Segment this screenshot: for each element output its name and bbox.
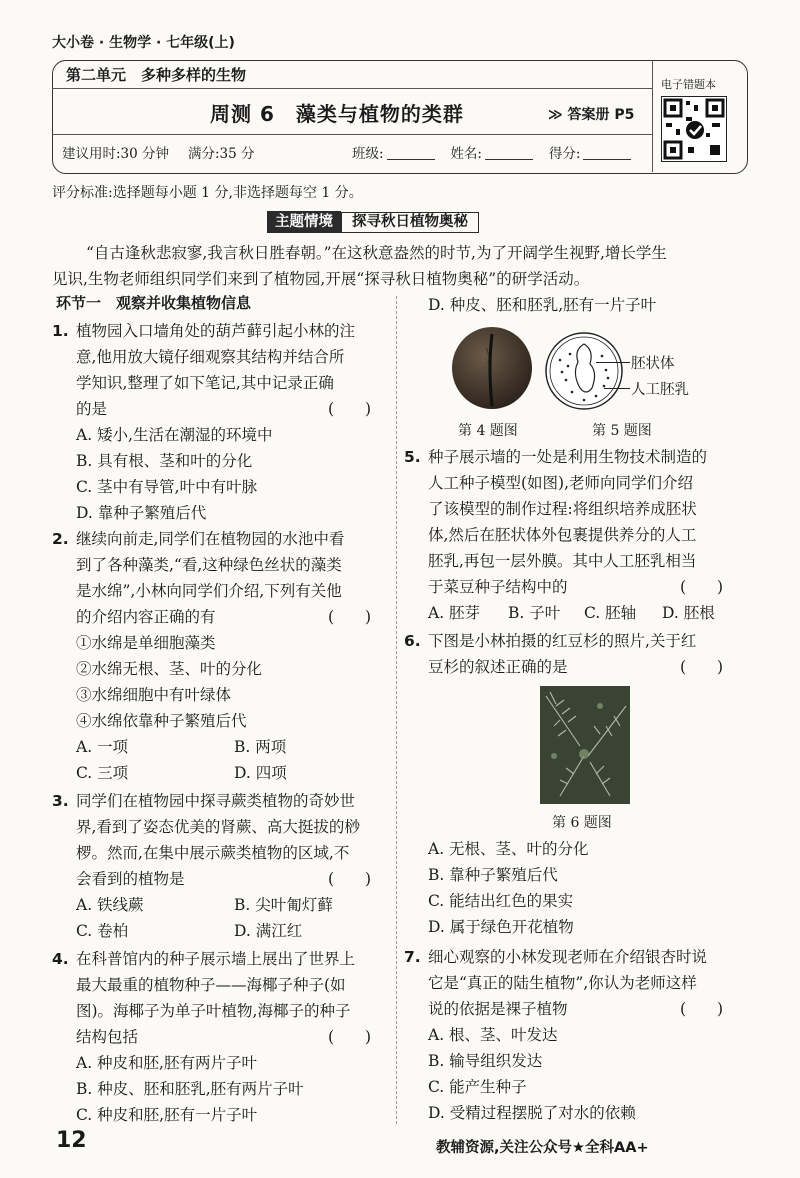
q3-line-1: 同学们在植物园中探寻蕨类植物的奇妙世 xyxy=(76,792,356,810)
q2-line-4: 的介绍内容正确的有 xyxy=(76,608,216,626)
q5-option-b[interactable]: B. 子叶 xyxy=(508,604,561,622)
qr-code-icon[interactable] xyxy=(661,96,727,162)
test-title: 周测 6 藻类与植物的类群 xyxy=(210,102,464,126)
q5-line-4: 体,然后在胚状体外包裹提供养分的人工 xyxy=(428,526,697,544)
q1-line-4: 的是 xyxy=(76,400,108,418)
header-divider-2 xyxy=(52,134,652,135)
intro-line-2: 见识,生物老师组织同学们来到了植物园,开展“探寻秋日植物奥秘”的研学活动。 xyxy=(52,270,590,288)
coco-de-mer-seed-image xyxy=(450,324,534,410)
score-label: 得分: xyxy=(548,146,581,162)
q3-answer-bracket[interactable]: ( ) xyxy=(328,870,372,888)
q2-option-d[interactable]: D. 四项 xyxy=(234,764,287,782)
class-label: 班级: xyxy=(352,146,384,162)
q5-option-a[interactable]: A. 胚芽 xyxy=(428,604,481,622)
score-field[interactable] xyxy=(583,145,631,160)
theme-tag: 主题情境 xyxy=(267,211,341,233)
q6-line-2: 豆杉的叙述正确的是 xyxy=(428,658,568,676)
theme-banner xyxy=(267,211,479,233)
q6-option-d[interactable]: D. 属于绿色开花植物 xyxy=(428,918,574,936)
q7-line-1: 细心观察的小林发现老师在介绍银杏时说 xyxy=(428,948,708,966)
q5-option-d[interactable]: D. 胚根 xyxy=(662,604,715,622)
q4-answer-bracket[interactable]: ( ) xyxy=(328,1028,372,1046)
figure-6-caption: 第 6 题图 xyxy=(552,815,612,831)
column-divider xyxy=(396,296,397,1124)
q4-line-3: 图)。海椰子为单子叶植物,海椰子的种子 xyxy=(76,1002,351,1020)
page-number: 12 xyxy=(56,1128,87,1153)
header-divider xyxy=(52,88,652,89)
artificial-endosperm-label: 人工胚乳 xyxy=(631,382,689,398)
q4-number: 4. xyxy=(52,950,69,968)
footer-note: 教辅资源,关注公众号★全科AA+ xyxy=(436,1140,649,1156)
q5-line-1: 种子展示墙的一处是利用生物技术制造的 xyxy=(428,448,708,466)
q6-answer-bracket[interactable]: ( ) xyxy=(680,658,724,676)
q1-line-1: 植物园入口墙角处的葫芦藓引起小林的注 xyxy=(76,322,356,340)
info-fields xyxy=(352,142,634,162)
intro-line-1: “自古逢秋悲寂寥,我言秋日胜春朝。”在这秋意盎然的时节,为了开阔学生视野,增长学生 xyxy=(86,244,667,262)
q2-option-b[interactable]: B. 两项 xyxy=(234,738,287,756)
figure-4-caption: 第 4 题图 xyxy=(458,423,518,439)
name-label: 姓名: xyxy=(450,146,482,162)
q5-option-c[interactable]: C. 胚轴 xyxy=(584,604,637,622)
yew-photo-image xyxy=(540,686,630,804)
suggested-time: 建议用时:30 分钟 xyxy=(62,146,170,162)
q3-option-a[interactable]: A. 铁线蕨 xyxy=(76,896,144,914)
q5-line-5: 胚乳,再包一层外膜。其中人工胚乳相当 xyxy=(428,552,697,570)
q2-item-3: ③水绵细胞中有叶绿体 xyxy=(76,686,232,704)
q4-option-a[interactable]: A. 种皮和胚,胚有两片子叶 xyxy=(76,1054,257,1072)
q7-answer-bracket[interactable]: ( ) xyxy=(680,1000,724,1018)
q7-option-c[interactable]: C. 能产生种子 xyxy=(428,1078,527,1096)
q4-option-c[interactable]: C. 种皮和胚,胚有一片子叶 xyxy=(76,1106,258,1124)
q4-option-b[interactable]: B. 种皮、胚和胚乳,胚有两片子叶 xyxy=(76,1080,304,1098)
q7-line-2: 它是“真正的陆生植物”,你认为老师这样 xyxy=(428,974,697,992)
section-title-1: 环节一 观察并收集植物信息 xyxy=(56,294,252,312)
q7-option-a[interactable]: A. 根、茎、叶发达 xyxy=(428,1026,558,1044)
q1-line-2: 意,他用放大镜仔细观察其结构并结合所 xyxy=(76,348,345,366)
q4-option-d[interactable]: D. 种皮、胚和胚乳,胚有一片子叶 xyxy=(428,296,657,314)
q5-line-3: 了该模型的制作过程:将组织培养成胚状 xyxy=(428,500,697,518)
q3-line-4: 会看到的植物是 xyxy=(76,870,185,888)
class-field[interactable] xyxy=(387,145,435,160)
qr-divider xyxy=(652,60,653,172)
q1-option-d[interactable]: D. 靠种子繁殖后代 xyxy=(76,504,207,522)
q5-number: 5. xyxy=(404,448,421,466)
q1-line-3: 学知识,整理了如下笔记,其中记录正确 xyxy=(76,374,334,392)
q4-line-4: 结构包括 xyxy=(76,1028,139,1046)
q2-line-2: 到了各种藻类,“看,这种绿色丝状的藻类 xyxy=(76,556,342,574)
scoring-standard: 评分标准:选择题每小题 1 分,非选择题每空 1 分。 xyxy=(52,185,363,201)
q2-option-a[interactable]: A. 一项 xyxy=(76,738,129,756)
endosperm-leader-line xyxy=(604,388,630,389)
full-score: 满分:35 分 xyxy=(188,146,255,162)
q2-item-2: ②水绵无根、茎、叶的分化 xyxy=(76,660,263,678)
embryoid-leader-line xyxy=(596,362,630,363)
q2-item-4: ④水绵依靠种子繁殖后代 xyxy=(76,712,247,730)
q2-line-3: 是水绵”,小林向同学们介绍,下列有关他 xyxy=(76,582,342,600)
q4-line-1: 在科普馆内的种子展示墙上展出了世界上 xyxy=(76,950,356,968)
q6-option-c[interactable]: C. 能结出红色的果实 xyxy=(428,892,574,910)
q1-answer-bracket[interactable]: ( ) xyxy=(328,400,372,418)
figure-5-caption: 第 5 题图 xyxy=(592,423,652,439)
q3-line-2: 界,看到了姿态优美的肾蕨、高大挺拔的桫 xyxy=(76,818,360,836)
q1-option-a[interactable]: A. 矮小,生活在潮湿的环境中 xyxy=(76,426,273,444)
q6-option-b[interactable]: B. 靠种子繁殖后代 xyxy=(428,866,558,884)
q1-option-c[interactable]: C. 茎中有导管,叶中有叶脉 xyxy=(76,478,258,496)
q7-option-b[interactable]: B. 输导组织发达 xyxy=(428,1052,543,1070)
q1-option-b[interactable]: B. 具有根、茎和叶的分化 xyxy=(76,452,253,470)
q3-line-3: 椤。然而,在集中展示蕨类植物的区域,不 xyxy=(76,844,350,862)
answer-ref: ≫ 答案册 P5 xyxy=(548,107,635,123)
artificial-seed-diagram xyxy=(544,330,634,412)
q7-line-3: 说的依据是裸子植物 xyxy=(428,1000,568,1018)
q3-option-d[interactable]: D. 满江红 xyxy=(234,922,303,940)
theme-title: 探寻秋日植物奥秘 xyxy=(341,212,479,233)
q2-option-c[interactable]: C. 三项 xyxy=(76,764,129,782)
q6-line-1: 下图是小林拍摄的红豆杉的照片,关于红 xyxy=(428,632,697,650)
q2-number: 2. xyxy=(52,530,69,548)
q1-number: 1. xyxy=(52,322,69,340)
q3-number: 3. xyxy=(52,792,69,810)
q2-item-1: ①水绵是单细胞藻类 xyxy=(76,634,216,652)
q3-option-c[interactable]: C. 卷柏 xyxy=(76,922,129,940)
q5-line-2: 人工种子模型(如图),老师向同学们介绍 xyxy=(428,474,694,492)
embryoid-label: 胚状体 xyxy=(631,356,675,372)
book-title: 大小卷 · 生物学 · 七年级(上) xyxy=(52,35,235,51)
q7-option-d[interactable]: D. 受精过程摆脱了对水的依赖 xyxy=(428,1104,636,1122)
q2-line-1: 继续向前走,同学们在植物园的水池中看 xyxy=(76,530,345,548)
error-book-label: 电子错题本 xyxy=(661,78,716,91)
q5-answer-bracket[interactable]: ( ) xyxy=(680,578,724,596)
q2-answer-bracket[interactable]: ( ) xyxy=(328,608,372,626)
name-field[interactable] xyxy=(485,145,533,160)
q5-line-6: 于菜豆种子结构中的 xyxy=(428,578,568,596)
q6-option-a[interactable]: A. 无根、茎、叶的分化 xyxy=(428,840,589,858)
q3-option-b[interactable]: B. 尖叶匍灯藓 xyxy=(234,896,333,914)
q7-number: 7. xyxy=(404,948,421,966)
unit-title: 第二单元 多种多样的生物 xyxy=(66,66,247,84)
q4-line-2: 最大最重的植物种子——海椰子种子(如 xyxy=(76,976,346,994)
q6-number: 6. xyxy=(404,632,421,650)
